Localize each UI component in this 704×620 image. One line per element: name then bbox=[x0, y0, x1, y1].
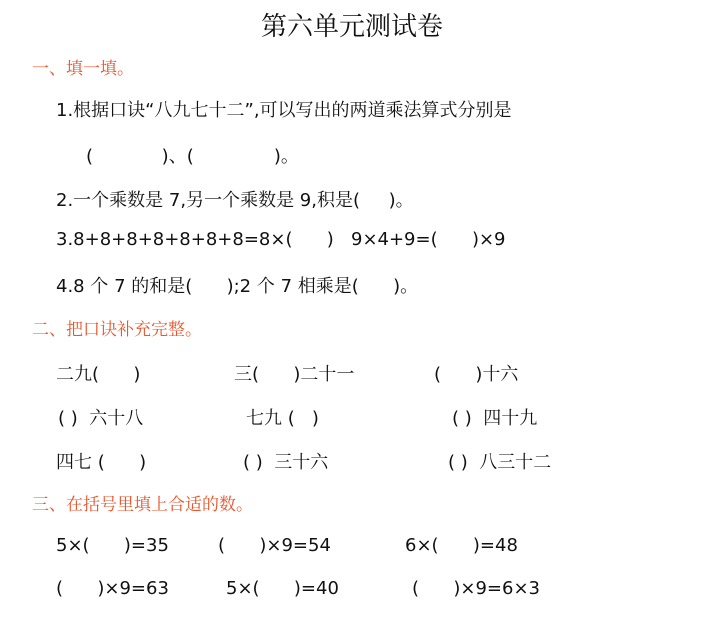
question-2: 2.一个乘数是 7,另一个乘数是 9,积是( )。 bbox=[56, 190, 414, 211]
section-2-heading: 二、把口诀补充完整。 bbox=[32, 320, 202, 340]
rhyme-item: 二九( ) bbox=[56, 364, 141, 385]
rhyme-item: ( ) 三十六 bbox=[243, 452, 329, 473]
section-1-heading: 一、填一填。 bbox=[32, 59, 134, 79]
rhyme-item: ( ) 八三十二 bbox=[448, 452, 552, 473]
fill-equation: 6×( )=48 bbox=[405, 535, 518, 556]
rhyme-item: ( )十六 bbox=[434, 364, 519, 385]
rhyme-item: 七九 ( ) bbox=[246, 408, 319, 429]
question-3: 3.8+8+8+8+8+8+8=8×( ) 9×4+9=( )×9 bbox=[56, 229, 506, 250]
fill-equation: ( )×9=54 bbox=[218, 535, 331, 556]
rhyme-item: 三( )二十一 bbox=[234, 364, 355, 385]
fill-equation: 5×( )=35 bbox=[56, 535, 169, 556]
page-title: 第六单元测试卷 bbox=[260, 12, 443, 42]
section-3-heading: 三、在括号里填上合适的数。 bbox=[32, 495, 253, 515]
question-1-line-1: 1.根据口诀“八九七十二”,可以写出的两道乘法算式分别是 bbox=[56, 100, 512, 121]
rhyme-item: ( ) 六十八 bbox=[58, 408, 144, 429]
question-4: 4.8 个 7 的和是( );2 个 7 相乘是( )。 bbox=[56, 276, 419, 297]
question-1-line-2: ( )、( )。 bbox=[86, 146, 299, 167]
rhyme-item: ( ) 四十九 bbox=[452, 408, 538, 429]
rhyme-item: 四七 ( ) bbox=[56, 452, 147, 473]
fill-equation: ( )×9=63 bbox=[56, 578, 169, 599]
fill-equation: ( )×9=6×3 bbox=[412, 578, 540, 599]
fill-equation: 5×( )=40 bbox=[226, 578, 339, 599]
